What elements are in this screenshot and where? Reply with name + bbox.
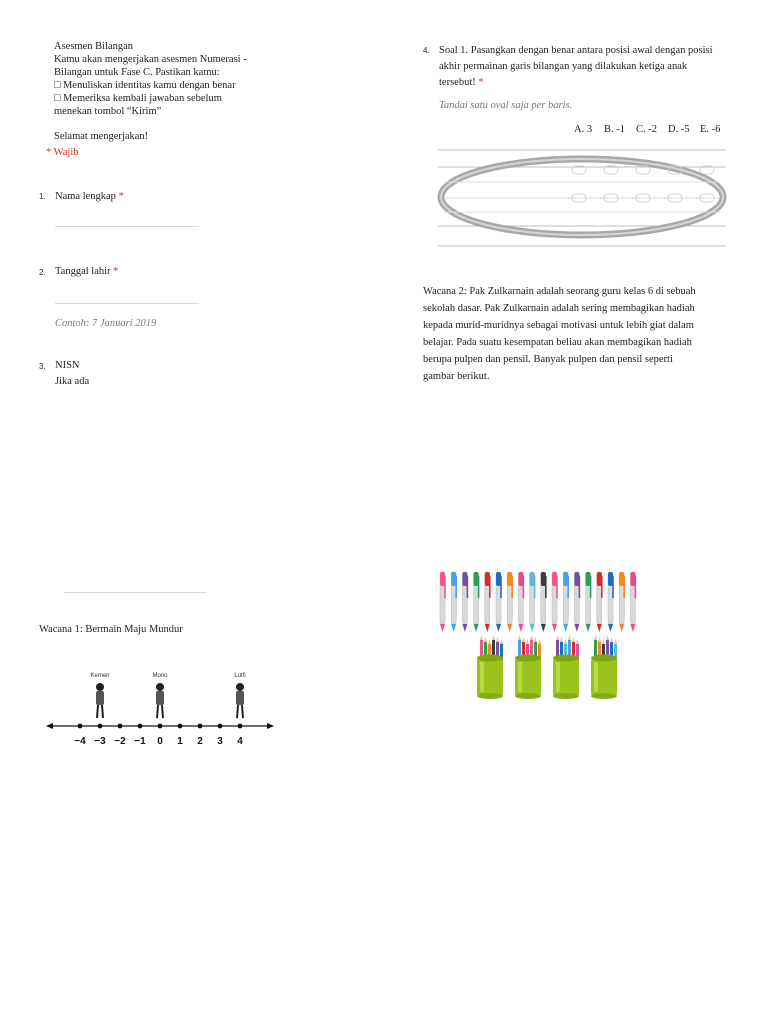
pen-icon xyxy=(541,572,547,632)
intro-closing: Selamat mengerjakan! xyxy=(54,131,149,142)
question-label-soal-1: Soal 1. Pasangkan dengan benar antara posisi awal dengan posisi akhir permainan garis bilangan yang dilakukan ketiga anak tersebut! * xyxy=(439,45,713,88)
required-note: * Wajib xyxy=(46,147,79,158)
number-line-point xyxy=(98,724,103,729)
intro-bullet-1: □ Menuliskan identitas kamu dengan benar xyxy=(54,80,236,91)
pencil-cup-icon xyxy=(553,635,579,699)
intro-bullet-2: □ Memeriksa kembali jawaban sebelum xyxy=(54,93,222,104)
nama-input[interactable] xyxy=(55,216,199,227)
nisn-input[interactable] xyxy=(64,582,206,593)
grid-option-d: D. -5 xyxy=(668,124,690,135)
number-line-point xyxy=(138,724,143,729)
child-name-label: Kemen xyxy=(90,673,110,679)
question-label-nisn: NISN xyxy=(55,360,80,371)
tanggal-input[interactable] xyxy=(55,293,199,304)
question-number: 2. xyxy=(39,268,46,277)
wacana-2-text: Wacana 2: Pak Zulkarnain adalah seorang guru kelas 6 di sebuah sekolah dasar. Pak Zulkarnain adalah sering membagikan hadiah kepada murid-muridnya sebagai motivasi untuk lebih giat dalam belajar. Pada suatu kesempatan beliau akan membagikan hadiah berupa pulpen dan pensil. Banyak pulpen dan pensil seperti gambar berikut. xyxy=(423,286,696,382)
child-name-label: Lutfi xyxy=(234,673,246,679)
question-number: 1. xyxy=(39,192,46,201)
question-number: 4. xyxy=(423,46,430,55)
question-sub-nisn: Jika ada xyxy=(55,376,90,387)
pen-icon xyxy=(597,572,603,632)
checkbox-glyph-icon: □ xyxy=(54,80,61,91)
pen-icon xyxy=(496,572,502,632)
number-line-tick-label: −3 xyxy=(94,736,106,747)
grid-option-a: A. 3 xyxy=(574,124,593,135)
pen-icon xyxy=(574,572,580,632)
pen-icon xyxy=(462,572,468,632)
grid-option-e: E. -6 xyxy=(700,124,721,135)
number-line-tick-label: 0 xyxy=(157,736,163,747)
arrow-right-icon xyxy=(267,723,274,729)
pencil-cup-icon xyxy=(477,635,503,699)
pencil-cup-icon xyxy=(515,635,541,699)
grid-option-c: C. -2 xyxy=(636,124,657,135)
number-line-tick-label: −1 xyxy=(134,736,146,747)
soal-1-hint: Tandai satu oval saja per baris. xyxy=(439,100,573,111)
tanggal-hint: Contoh: 7 Januari 2019 xyxy=(55,318,157,329)
grid-header xyxy=(572,124,728,138)
pen-icon xyxy=(474,572,480,632)
child-figure-lutfi xyxy=(234,673,245,718)
intro-line-1: Kamu akan mengerjakan asesmen Numerasi - xyxy=(54,54,247,65)
number-line-tick-label: −4 xyxy=(74,736,86,747)
number-line-figure xyxy=(44,662,280,752)
number-line-tick-label: −2 xyxy=(114,736,126,747)
child-figure-kemen xyxy=(90,673,109,718)
pencil-cup-icon xyxy=(591,635,617,699)
number-line-tick-label: 4 xyxy=(237,736,243,747)
number-line-point xyxy=(158,724,163,729)
pens-and-pencils-image xyxy=(434,566,650,702)
number-line-tick-label: 3 xyxy=(217,736,223,747)
pen-icon xyxy=(608,572,614,632)
pen-icon xyxy=(451,572,457,632)
question-label-tanggal: Tanggal lahir * xyxy=(55,266,119,277)
pen-icon xyxy=(552,572,558,632)
number-line-point xyxy=(198,724,203,729)
child-figure-mono xyxy=(152,673,168,718)
question-label-nama: Nama lengkap * xyxy=(55,191,124,202)
pen-icon xyxy=(485,572,491,632)
number-line-point xyxy=(118,724,123,729)
pen-icon xyxy=(507,572,513,632)
grid-option-b: B. -1 xyxy=(604,124,625,135)
number-line-tick-label: 1 xyxy=(177,736,183,747)
number-line-point xyxy=(78,724,83,729)
pen-icon xyxy=(518,572,524,632)
question-number: 3. xyxy=(39,362,46,371)
pen-icon xyxy=(530,572,536,632)
number-line-point xyxy=(238,724,243,729)
choice-grid xyxy=(436,146,728,250)
number-line-point xyxy=(218,724,223,729)
intro-line-2: Bilangan untuk Fase C. Pastikan kamu: xyxy=(54,67,220,78)
pen-icon xyxy=(563,572,569,632)
wacana-1-title: Wacana 1: Bermain Maju Mundur xyxy=(39,624,183,635)
pen-icon xyxy=(619,572,625,632)
checkbox-glyph-icon: □ xyxy=(54,93,61,104)
pen-icon xyxy=(440,572,446,632)
child-name-label: Mono xyxy=(152,673,168,679)
form-title: Asesmen Bilangan xyxy=(54,41,134,52)
pen-icon xyxy=(586,572,592,632)
number-line-point xyxy=(178,724,183,729)
pen-icon xyxy=(630,572,636,632)
arrow-left-icon xyxy=(46,723,53,729)
intro-bullet-2-cont: menekan tombol “Kirim” xyxy=(54,106,162,117)
number-line-tick-label: 2 xyxy=(197,736,203,747)
form-intro xyxy=(54,40,284,143)
